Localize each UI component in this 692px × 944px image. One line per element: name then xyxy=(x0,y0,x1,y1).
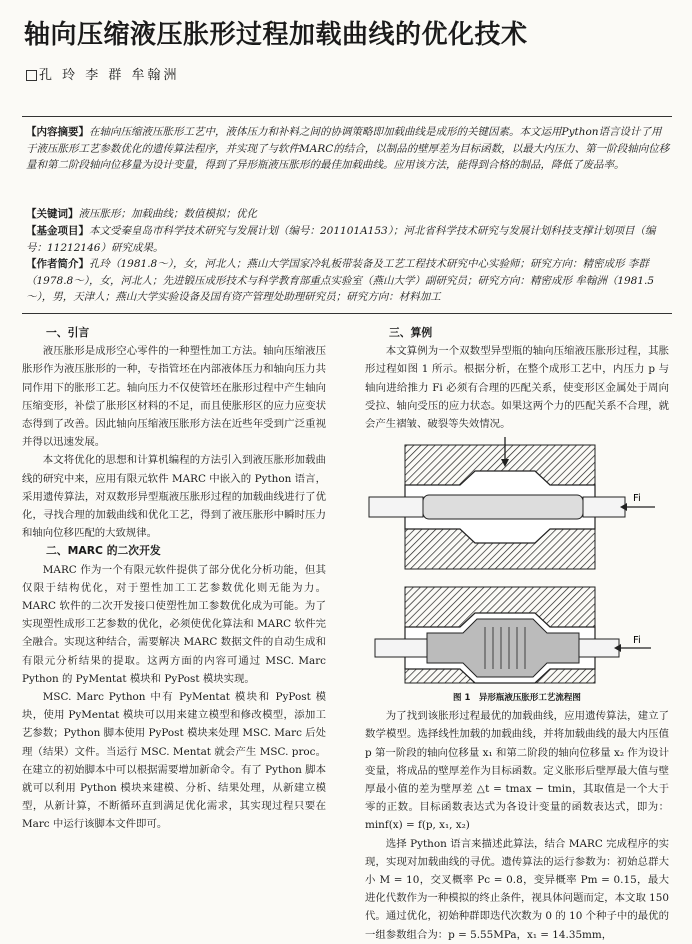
paragraph: 本文将优化的思想和计算机编程的方法引入到液压胀形加载曲线的研究中来，应用有限元软件 MARC 中嵌入的 Python 语言，采用遗传算法，对双数形异型瓶液压胀形过程的加载曲线进行了优化，寻找合理的加载曲线和优化工艺，得到了液压胀形中瞬时压力和轴向位移匹配的大致规律。 xyxy=(22,454,326,540)
die-stage-initial xyxy=(369,437,655,569)
section-heading-intro: 一、引言 xyxy=(46,326,90,339)
keywords-block xyxy=(26,206,670,223)
keywords-text: 液压胀形；加载曲线；数值模拟；优化 xyxy=(78,208,257,220)
paragraph: MSC. Marc Python 中有 PyMentat 模块和 PyPost 模块，使用 PyMentat 模块可以用来建立模型和修改模型，添加工艺参数；Python 脚本使用 PyPost 模块来处理 MSC. Marc 后处理（结果）文件。当运行 MSC. Mentat 就会产生 MSC. proc。在建立的初始脚本中可以根据需要增加新命令。有了 Python 脚本就可以利用 Python 模块来建模、分析、结果处理，从新建立模型，从新计算，不断循环直到满足优化需求，其实现过程只要在 Marc 中运行该脚本文件即可。 xyxy=(22,691,326,831)
funding-text: 本文受秦皇岛市科学技术研究与发展计划（编号：201101A153）；河北省科学技术研究与发展计划科技支撑计划项目（编号：11212146）研究成果。 xyxy=(26,225,656,254)
section-rule xyxy=(22,313,672,314)
paragraph: MARC 作为一个有限元软件提供了部分优化分析功能，但其仅限于结构优化，对于塑性加工工艺参数优化则无能为力。MARC 软件的二次开发接口使塑性加工参数优化成为可能。为了实现塑性成形工艺参数的优化，必须使优化算法和 MARC 软件完全融合。实现这种结合，需要解决 MARC 数据文件的自动生成和有限元分析结果的提取。这两方面的内容可通过 MSC. Marc Python 的 PyMentat 模块和 PyPost 模块实现。 xyxy=(22,563,326,685)
keywords-label: 【关键词】 xyxy=(26,208,79,220)
checkbox-square-icon xyxy=(26,70,37,81)
paragraph: 液压胀形是成形空心零件的一种塑性加工方法。轴向压缩液压胀形作为液压胀形的一种，专指管坯在内部液体压力和轴向压力共同作用下的胀形工艺。轴向压力不仅使管坯在胀形过程中产生轴向压缩变形，补偿了胀形区材料的不足，而且使胀形区的应力应变状态得到了改善。因此轴向压缩液压胀形方法在近些年受到广泛重视并得以迅速发展。 xyxy=(22,345,326,449)
right-column xyxy=(365,324,669,944)
left-column xyxy=(22,324,326,834)
paragraph: 选择 Python 语言来描述此算法，结合 MARC 完成程序的实现，实现对加载曲线的寻优。遗传算法的运行参数为：初始总群大小 M = 10，交叉概率 Pc = 0.8，变异概率 Pm = 0.15，最大进化代数作为一种模拟的终止条件，视具体问题而定，本文取 150 代。通过优化，初始种群即迭代次数为 0 的 10 个种子中的最优的一组参数组合为：p = 5.55MPa，x₁ = 14.35mm， xyxy=(365,837,669,941)
abstract-text: 在轴向压缩液压胀形工艺中，液体压力和补料之间的协调策略即加载曲线是成形的关键因素。本文运用Python语言设计了用于液压胀形工艺参数优化的遗传算法程序，并实现了与软件MARC的结合，以制品的壁厚差为目标函数，以最大内压力、第一阶段轴向位移量和第二阶段轴向位移量为设计变量，得到了异形瓶液压胀形的最佳加载曲线。应用该方法，能得到合格的制品，降低了废品率。 xyxy=(26,126,670,171)
author-info-text: 孔玲（1981.8～），女，河北人；燕山大学国家冷轧板带装备及工艺工程技术研究中心实验师；研究方向：精密成形 李群（1978.8～），女，河北人；先进锻压成形技术与科学教育部重点实验室（燕山大学）副研究员；研究方向：精密成形 牟翰洲（1981.5～），男，天津人；燕山大学实验设备及国有资产管理处助理研究员；研究方向：材料加工 xyxy=(26,258,655,303)
author-info-block xyxy=(26,256,670,306)
page-title: 轴向压缩液压胀形过程加载曲线的优化技术 xyxy=(24,20,528,50)
force-label-top: Fi xyxy=(633,493,641,505)
authors-names: 孔 玲 李 群 牟翰洲 xyxy=(39,68,180,83)
force-label-bottom: Fi xyxy=(633,635,641,647)
hydroforming-process-diagram xyxy=(365,437,669,687)
funding-label: 【基金项目】 xyxy=(26,225,89,237)
authors-line xyxy=(26,64,180,83)
paragraph: 本文算例为一个双数型异型瓶的轴向压缩液压胀形过程，其胀形过程如图 1 所示。根据分析，在整个成形工艺中，内压力 p 与轴向进给推力 Fi 必须有合理的匹配关系，使变形区金属处于周向受拉、轴向受压的应力状态。如果这两个力的匹配关系不合理，就会产生褶皱、破裂等失效情况。 xyxy=(365,345,669,431)
figure-1 xyxy=(365,437,669,707)
paragraph: 为了找到该胀形过程最优的加载曲线，应用遗传算法，建立了数学模型。选择线性加载的加载曲线，并将加载曲线的最大内压值 p 第一阶段的轴向位移量 x₁ 和第二阶段的轴向位移量 x₂ 作为设计变量，将成品的壁厚差作为目标函数。定义胀形后壁厚最大值与壁厚最小值的差为壁厚差 △t = tmax − tmin，其取值是一个大于零的正数。目标函数表达式为各设计变量的函数表达式，即为：minf(x) = f(p, x₁, x₂) xyxy=(365,710,669,832)
top-rule xyxy=(22,116,672,117)
abstract-block xyxy=(26,124,670,174)
abstract-label: 【内容摘要】 xyxy=(26,126,89,138)
section-heading-marc: 二、MARC 的二次开发 xyxy=(46,544,161,558)
section-heading-example: 三、算例 xyxy=(389,326,433,339)
funding-block xyxy=(26,223,670,256)
figure-caption: 图 1 异形瓶液压胀形工艺流程图 xyxy=(453,693,581,704)
die-stage-formed xyxy=(375,587,651,683)
author-info-label: 【作者简介】 xyxy=(26,258,89,270)
